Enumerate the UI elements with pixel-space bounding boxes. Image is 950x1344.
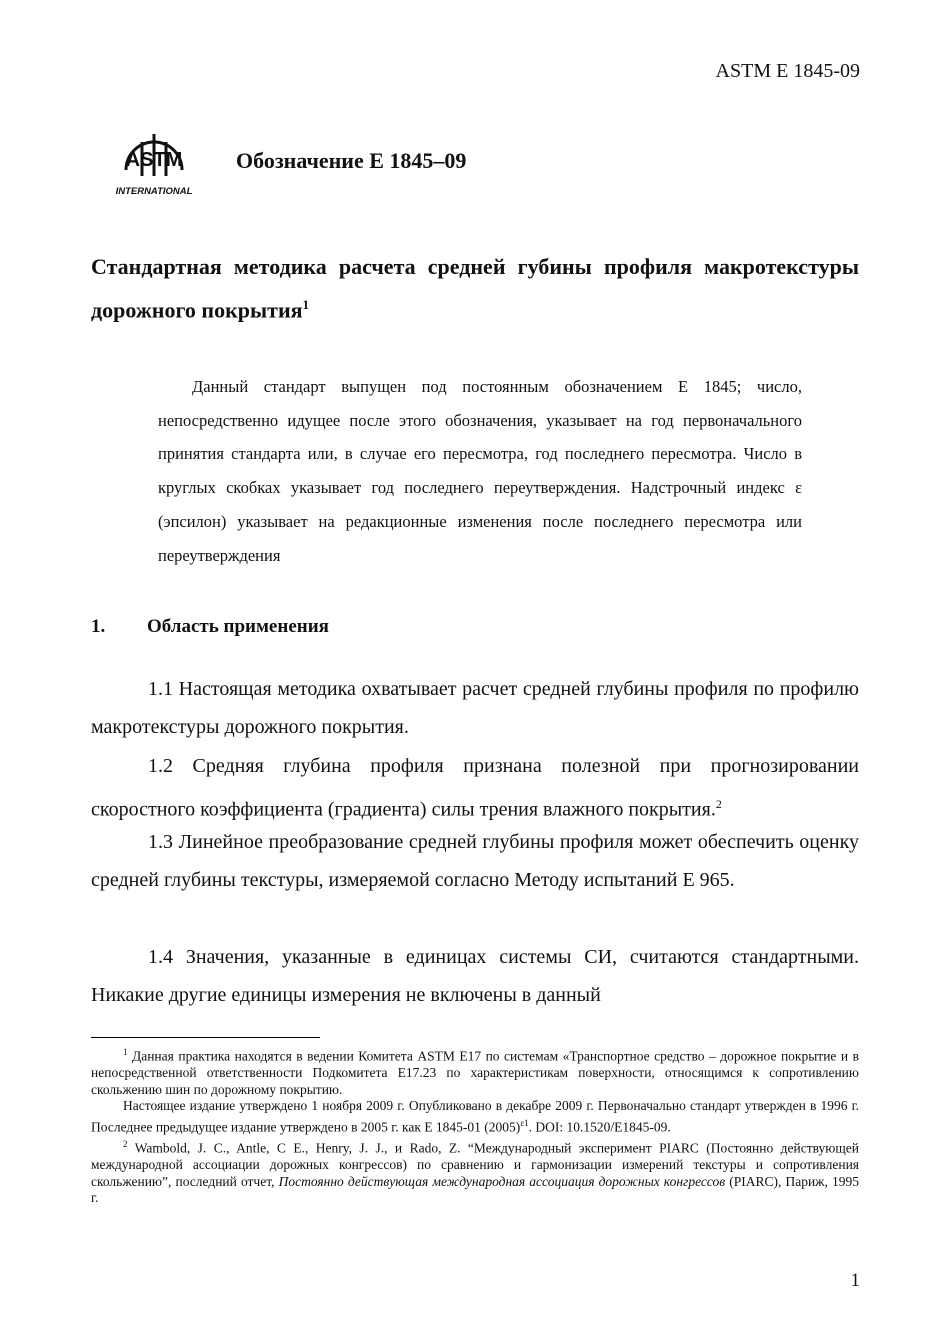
footnote-1b-text: Настоящее издание утверждено 1 ноября 2009 г. Опубликовано в декабре 2009 г. Первоначально стандарт утвержден в 1996 г. Последнее предыдущее издание утверждено в 2005 г. как E 1845-01 (2005)	[91, 1098, 859, 1135]
footnote-1-continued	[91, 1098, 859, 1136]
footnote-2-italic: Постоянно действующая международная ассоциация дорожных конгрессов	[278, 1173, 726, 1189]
logo-text-bottom: INTERNATIONAL	[115, 186, 193, 197]
footnote-2	[91, 1136, 859, 1207]
astm-logo	[112, 126, 196, 198]
footnote-2-number: 2	[123, 1138, 128, 1149]
document-title	[91, 248, 859, 329]
paragraph-1-1: 1.1 Настоящая методика охватывает расчет средней глубины профиля по профилю макротекстуры дорожного покрытия.	[91, 678, 859, 738]
title-footnote-ref: 1	[302, 297, 310, 312]
footnote-1-number: 1	[123, 1047, 128, 1057]
section-title: Область применения	[147, 616, 329, 637]
designation-heading: Обозначение E 1845–09	[236, 148, 467, 173]
paragraph-1-3: 1.3 Линейное преобразование средней глубины профиля может обеспечить оценку средней глубины текстуры, измеряемой согласно Методу испытаний E 965.	[91, 831, 859, 891]
title-text: Стандартная методика расчета средней губины профиля макротекстуры дорожного покрытия	[91, 254, 859, 323]
footnote-ref-2: 2	[715, 797, 722, 811]
document-code-header: ASTM E 1845-09	[715, 60, 860, 82]
footnote-2-end: (PIARC), Париж, 1995 г.	[91, 1173, 859, 1206]
paragraph-1-2-text: 1.2 Средняя глубина профиля признана полезной при прогнозировании скоростного коэффициента (градиента) силы трения влажного покрытия.	[91, 755, 859, 821]
preface-note: Данный стандарт выпущен под постоянным обозначением E 1845; число, непосредственно идущее после этого обозначения, указывает на год первоначального принятия стандарта или, в случае его пересмотра, год последнего пересмотра. Число в круглых скобках указывает год последнего переутверждения. Надстрочный индекс ε (эпсилон) указывает на редакционные изменения после последнего пересмотра или переутверждения	[158, 377, 802, 565]
section-heading	[91, 616, 329, 638]
footnote-2-text: Wambold, J. C., Antle, C E., Henry, J. J., и Rado, Z. “Международный эксперимент PIARC (Постоянно действующей международной ассоциации дорожных конгрессов) по сравнению и гармонизации измерений текстуры и сопротивления скольжению”, последний отчет,	[91, 1140, 859, 1189]
footnote-separator	[91, 1037, 320, 1038]
footnotes	[91, 1044, 859, 1207]
doi-text: . DOI: 10.1520/E1845-09.	[528, 1119, 671, 1135]
footnote-1-text: Данная практика находятся в ведении Комитета ASTM E17 по системам «Транспортное средство – дорожное покрытие и в непосредственной ответственности Подкомитета E17.23 по характеристикам поверхности, относящимся к сопротивлению скольжению шин по дорожному покрытию.	[91, 1048, 859, 1097]
paragraph-1-2	[91, 747, 859, 829]
page-number: 1	[850, 1270, 860, 1291]
footnote-1	[91, 1044, 859, 1098]
logo-text-top: ASTM	[125, 149, 183, 171]
paragraph-1-4: 1.4 Значения, указанные в единицах системы СИ, считаются стандартными. Никакие другие единицы измерения не включены в данный	[91, 946, 859, 1006]
epsilon-superscript: ε1	[520, 1117, 529, 1128]
section-number: 1.	[91, 616, 106, 637]
